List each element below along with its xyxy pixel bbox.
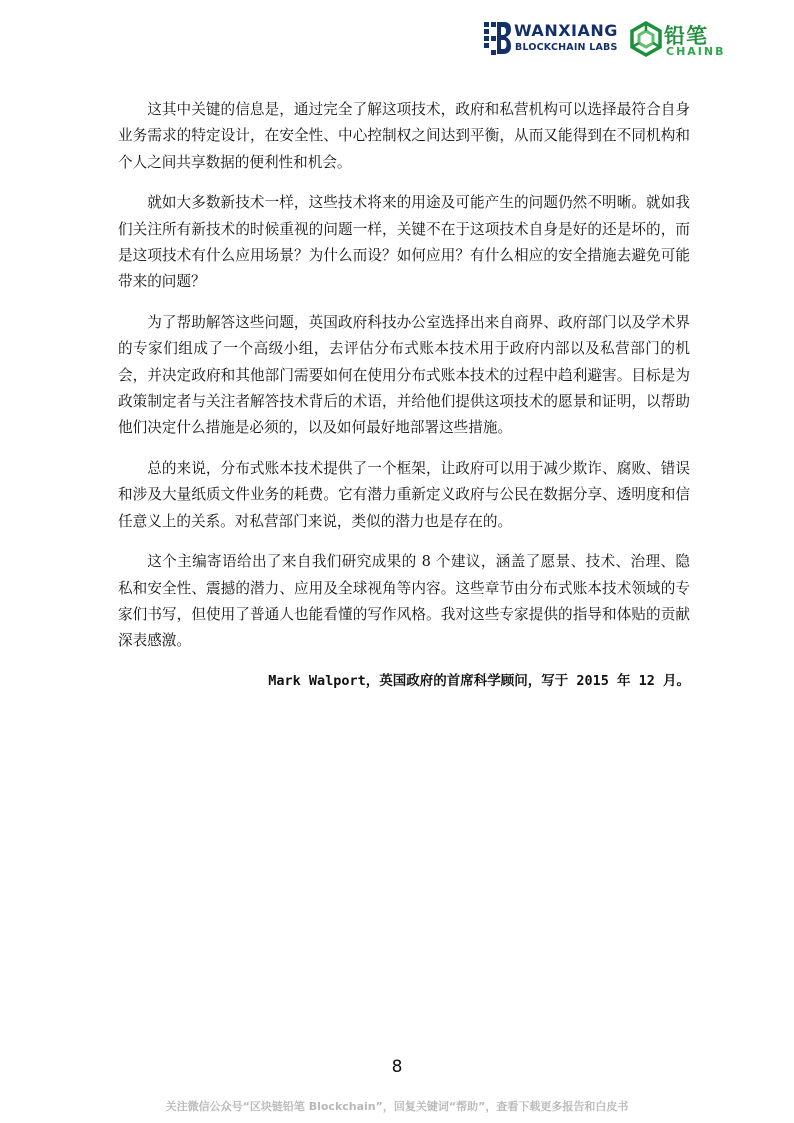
paragraph-1: 这其中关键的信息是，通过完全了解这项技术，政府和私营机构可以选择最符合自身业务需求的特定设计，在安全性、中心控制权之间达到平衡，从而又能得到在不同机构和个人之间共享数据的便利性和机会。 [118,101,690,171]
wanxiang-subtitle: BLOCKCHAIN LABS [515,42,618,53]
paragraph-3: 为了帮助解答这些问题，英国政府科技办公室选择出来自商界、政府部门以及学术界的专家们组成了一个高级小组，去评估分布式账本技术用于政府内部以及私营部门的机会，并决定政府和其他部门需要如何在使用分布式账本技术的过程中趋利避害。目标是为政策制定者与关注者解答技术背后的术语，并给他们提供这项技术的愿景和证明，以帮助他们决定什么措施是必须的，以及如何最好地部署这些措施。 [118,313,690,437]
chainb-chinese-name: 铅笔 [664,24,708,48]
wanxiang-logo [484,20,626,62]
wanxiang-b-icon [484,20,512,60]
wanxiang-name: WANXIANG [514,21,618,40]
signature: Mark Walport，英国政府的首席科学顾问，写于 2015 年 12 月。 [268,672,690,689]
chainb-logo [628,20,738,62]
paragraph-5: 这个主编寄语给出了来自我们研究成果的 8 个建议，涵盖了愿景、技术、治理、隐私和安全性、震撼的潜力、应用及全球视角等内容。这些章节由分布式账本技术领域的专家们书写，但使用了普通人也能看懂的写作风格。我对这些专家提供的指导和体贴的贡献深表感激。 [118,553,690,650]
chainb-hexagon-icon [628,20,664,60]
document-body [118,97,690,693]
chainb-english-name: CHAINB [666,45,726,58]
paragraph-4: 总的来说，分布式账本技术提供了一个框架，让政府可以用于减少欺诈、腐败、错误和涉及大量纸质文件业务的耗费。它有潜力重新定义政府与公民在数据分享、透明度和信任意义上的关系。对私营部门来说，类似的潜力也是存在的。 [118,459,690,530]
page-number: 8 [391,1057,403,1077]
footer-note: 关注微信公众号“区块链铅笔 Blockchain”，回复关键词“帮助”，查看下载更多报告和白皮书 [165,1100,629,1113]
paragraph-2: 就如大多数新技术一样，这些技术将来的用途及可能产生的问题仍然不明晰。就如我们关注所有新技术的时候重视的问题一样，关键不在于这项技术自身是好的还是坏的，而是这项技术有什么应用场景？为什么而设？如何应用？有什么相应的安全措施去避免可能带来的问题？ [118,194,690,291]
